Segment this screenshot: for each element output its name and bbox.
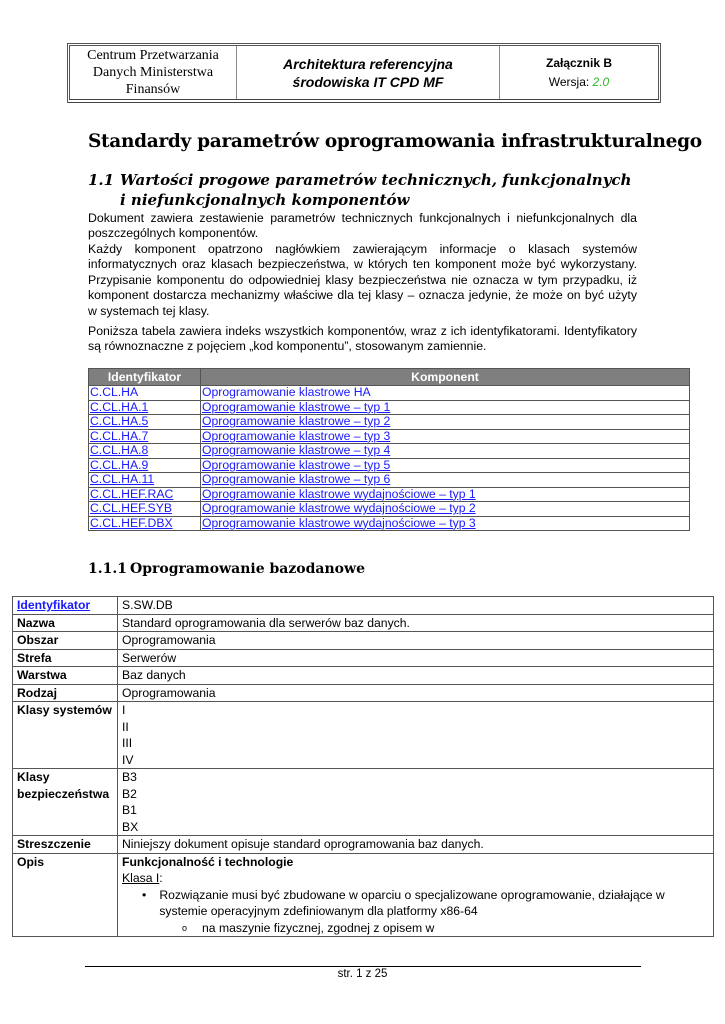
component-link[interactable] [201, 386, 690, 401]
link-text[interactable]: Oprogramowanie klastrowe HA [202, 385, 371, 400]
subsection-heading [88, 170, 631, 210]
list-item-text: Rozwiązanie musi być zbudowane w oparciu o specjalizowane oprogramowanie, działające w systemie operacyjnym zdefiniowanym dla platformy x86-64 [159, 887, 665, 918]
link-text[interactable]: C.CL.HA.7 [90, 428, 149, 443]
link-text[interactable]: C.CL.HEF.DBX [90, 515, 173, 530]
link-text[interactable]: C.CL.HA.5 [90, 414, 149, 429]
table-row [89, 386, 690, 401]
header-title [237, 46, 500, 99]
title-line: Architektura referencyjna [283, 55, 453, 72]
header-org [70, 46, 237, 99]
org-line: Finansów [125, 82, 181, 97]
link-text[interactable]: C.CL.HA.9 [90, 457, 149, 472]
table-row [13, 667, 714, 685]
component-link[interactable] [201, 502, 690, 517]
title-line: środowiska IT CPD MF [292, 73, 444, 90]
identifier-link[interactable] [13, 597, 118, 615]
row-label: Warstwa [13, 667, 118, 685]
link-text[interactable]: C.CL.HA [90, 385, 139, 400]
table-row [89, 502, 690, 517]
component-link[interactable] [201, 444, 690, 459]
version-label: Wersja: [548, 74, 590, 89]
table-row [89, 487, 690, 502]
link-text[interactable]: Oprogramowanie klastrowe – typ 2 [202, 414, 391, 429]
identifier-link[interactable] [89, 487, 201, 502]
identifier-link[interactable] [89, 473, 201, 488]
subsection-number: 1.1 [88, 171, 115, 189]
systems-list [118, 702, 714, 769]
identifier-link[interactable] [89, 444, 201, 459]
identifier-link[interactable] [89, 400, 201, 415]
link-text[interactable]: C.CL.HEF.SYB [90, 501, 172, 516]
col-header: Komponent [201, 369, 690, 386]
sub-list-item [142, 920, 709, 937]
table-row [89, 415, 690, 430]
identifier-link[interactable] [89, 415, 201, 430]
system-class: IV [122, 752, 134, 767]
class-label-text: Klasa I [122, 871, 160, 885]
table-row [89, 516, 690, 531]
annex-label: Załącznik B [545, 55, 613, 70]
identifier-value: S.SW.DB [118, 597, 714, 615]
system-class: I [122, 703, 126, 717]
paragraph: Poniższa tabela zawiera indeks wszystkich komponentów, wraz z ich identyfikatorami. Identyfikatory są równoznaczne z pojęciem „kod komponentu”, stosowanym zamiennie. [88, 324, 637, 354]
table-row [89, 429, 690, 444]
link-text[interactable]: Oprogramowanie klastrowe – typ 6 [202, 472, 391, 487]
row-value: Niniejszy dokument opisuje standard oprogramowania baz danych. [118, 836, 714, 854]
link-text[interactable]: Oprogramowanie klastrowe – typ 3 [202, 428, 391, 443]
identifier-link[interactable] [89, 502, 201, 517]
list-item-text: na maszynie fizycznej, zgodnej z opisem w [202, 920, 435, 935]
circle-bullet-icon: o [182, 922, 188, 933]
link-text[interactable]: Oprogramowanie klastrowe – typ 1 [202, 399, 391, 414]
row-value: Standard oprogramowania dla serwerów baz danych. [118, 614, 714, 632]
paragraph: Dokument zawiera zestawienie parametrów technicznych funkcjonalnych i niefunkcjonalnych dla poszczególnych komponentów. [88, 211, 637, 241]
component-link[interactable] [201, 473, 690, 488]
page-header-table [67, 43, 661, 103]
bullet-icon: • [142, 887, 147, 902]
component-link[interactable] [201, 458, 690, 473]
security-class: B3 [122, 770, 137, 784]
identifier-link[interactable] [89, 516, 201, 531]
row-label: Klasy systemów [13, 702, 118, 769]
system-class: II [122, 719, 129, 734]
security-class: B2 [122, 786, 137, 801]
link-text[interactable]: Oprogramowanie klastrowe – typ 5 [202, 457, 391, 472]
link-text[interactable]: C.CL.HA.8 [90, 443, 149, 458]
subsubsection-number: 1.1.1 [88, 561, 127, 577]
row-label: Opis [13, 853, 118, 937]
identifier-link-text[interactable]: Identyfikator [17, 598, 91, 612]
subsection-title-line: i niefunkcjonalnych komponentów [120, 191, 410, 209]
table-row [13, 649, 714, 667]
org-line: Centrum Przetwarzania [87, 48, 219, 63]
component-link[interactable] [201, 415, 690, 430]
link-text[interactable]: Oprogramowanie klastrowe – typ 4 [202, 443, 391, 458]
component-link[interactable] [201, 487, 690, 502]
footer-divider [85, 966, 641, 967]
table-row [13, 769, 714, 836]
system-class: III [122, 736, 133, 750]
version-value: 2.0 [592, 74, 610, 89]
page-number: str. 1 z 25 [337, 968, 388, 980]
class-colon: : [159, 871, 163, 885]
col-header: Identyfikator [89, 369, 201, 386]
paragraph: Każdy komponent opatrzono nagłówkiem zawierającym informacje o klasach systemów informatycznych oraz klasach bezpieczeństwa, w których ten komponent może być wykorzystany. Przypisanie komponentu do odpowiedniej klasy bezpieczeństwa nie oznacza w tym przypadku, iż komponent dostarcza mechanizmy właściwe dla tej klasy – oznacza jedynie, że może on być użyty w systemach tej klasy. [88, 242, 637, 318]
component-link[interactable] [201, 429, 690, 444]
link-text[interactable]: C.CL.HA.11 [90, 472, 155, 487]
identifier-link[interactable] [89, 458, 201, 473]
row-label: Obszar [13, 632, 118, 650]
link-text[interactable]: Oprogramowanie klastrowe wydajnościowe – typ 2 [202, 501, 476, 516]
description [118, 853, 714, 937]
row-value: Serwerów [118, 649, 714, 667]
row-value: Oprogramowania [118, 632, 714, 650]
identifier-link[interactable] [89, 386, 201, 401]
security-class: BX [122, 819, 139, 834]
table-row [13, 836, 714, 854]
table-row [13, 684, 714, 702]
component-link[interactable] [201, 516, 690, 531]
table-row [13, 597, 714, 615]
subsubsection-heading [88, 561, 365, 577]
row-label: Klasy bezpieczeństwa [13, 769, 118, 836]
component-index-table [88, 368, 690, 531]
table-row [13, 632, 714, 650]
row-value: Baz danych [118, 667, 714, 685]
table-row [89, 400, 690, 415]
list-item [142, 887, 709, 920]
table-row [13, 853, 714, 937]
table-row [13, 702, 714, 769]
table-row [13, 614, 714, 632]
org-line: Danych Ministerstwa [92, 65, 214, 80]
row-value: Oprogramowania [118, 684, 714, 702]
row-label: Strefa [13, 649, 118, 667]
security-list [118, 769, 714, 836]
subsubsection-title: Oprogramowanie bazodanowe [130, 561, 365, 577]
header-annex [500, 46, 658, 99]
row-label: Streszczenie [13, 836, 118, 854]
class-label [122, 870, 709, 887]
subsection-title-line: Wartości progowe parametrów technicznych, funkcjonalnych [120, 171, 632, 189]
table-row [89, 444, 690, 459]
version [549, 73, 609, 92]
link-text[interactable]: C.CL.HEF.RAC [90, 486, 174, 501]
description-heading: Funkcjonalność i technologie [122, 854, 294, 869]
component-link[interactable] [201, 400, 690, 415]
table-row [89, 473, 690, 488]
table-row [89, 458, 690, 473]
security-class: B1 [122, 803, 137, 817]
identifier-link[interactable] [89, 429, 201, 444]
link-text[interactable]: Oprogramowanie klastrowe wydajnościowe – typ 3 [202, 515, 476, 530]
row-label: Rodzaj [13, 684, 118, 702]
row-label: Nazwa [13, 614, 118, 632]
link-text[interactable]: Oprogramowanie klastrowe wydajnościowe – typ 1 [202, 486, 476, 501]
component-details-table [12, 596, 714, 937]
section-heading: Standardy parametrów oprogramowania infrastrukturalnego [88, 131, 702, 152]
link-text[interactable]: C.CL.HA.1 [90, 399, 149, 414]
